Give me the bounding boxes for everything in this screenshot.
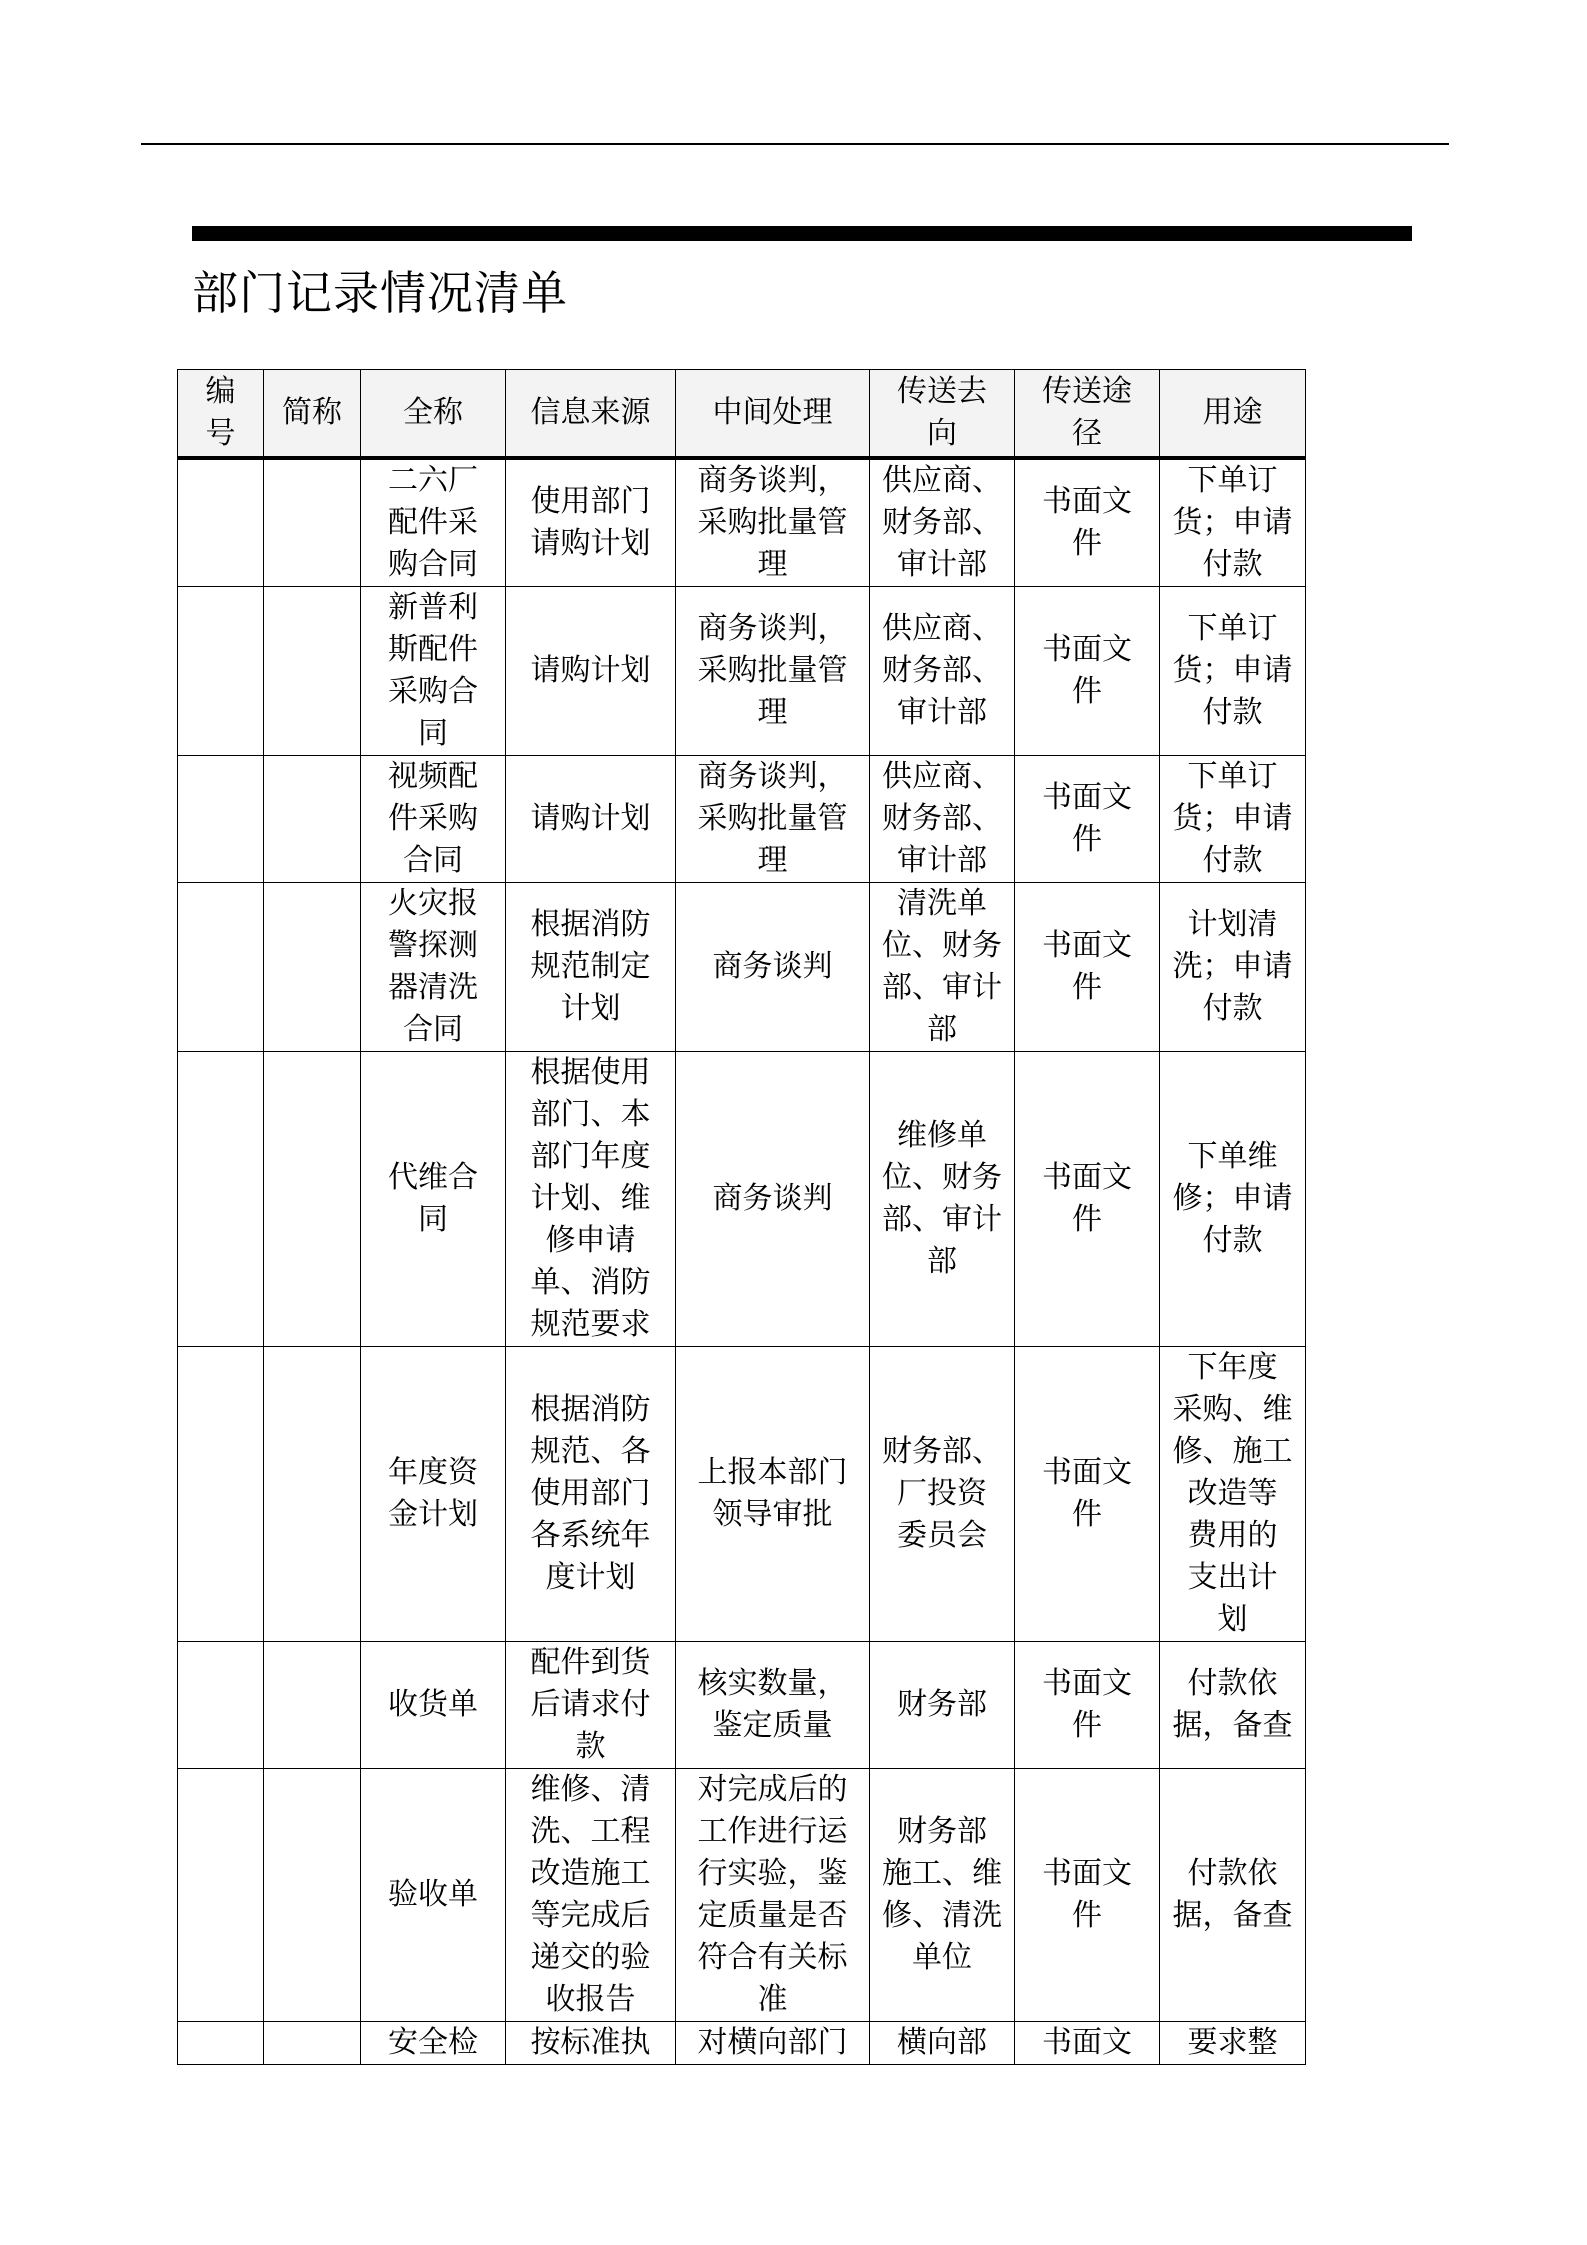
- cell-destination: 供应商、 财务部、 审计部: [870, 756, 1015, 883]
- cell-destination: 财务部: [870, 1642, 1015, 1769]
- cell-short-name: [264, 458, 361, 587]
- cell-info-source: 请购计划: [506, 587, 676, 756]
- table-header-row: [178, 370, 1306, 459]
- header-destination: 传送去 向: [870, 370, 1015, 459]
- cell-short-name: [264, 883, 361, 1052]
- cell-full-name: 火灾报 警探测 器清洗 合同: [361, 883, 506, 1052]
- cell-destination: 供应商、 财务部、 审计部: [870, 458, 1015, 587]
- header-no: 编 号: [178, 370, 264, 459]
- cell-processing: 商务谈判， 采购批量管 理: [676, 587, 870, 756]
- cell-purpose: 下单订 货；申请 付款: [1160, 756, 1306, 883]
- cell-purpose: 下单订 货；申请 付款: [1160, 587, 1306, 756]
- cell-purpose: 付款依 据，备查: [1160, 1642, 1306, 1769]
- cell-full-name: 年度资 金计划: [361, 1347, 506, 1642]
- cell-channel: 书面文 件: [1015, 1642, 1160, 1769]
- cell-info-source: 使用部门 请购计划: [506, 458, 676, 587]
- table-row: [178, 458, 1306, 587]
- cell-destination: 横向部: [870, 2022, 1015, 2065]
- page-title: 部门记录情况清单: [192, 266, 568, 320]
- cell-full-name: 安全检: [361, 2022, 506, 2065]
- header-short-name: 简称: [264, 370, 361, 459]
- cell-purpose: 下单维 修；申请 付款: [1160, 1052, 1306, 1347]
- cell-no: [178, 587, 264, 756]
- cell-processing: 商务谈判: [676, 883, 870, 1052]
- cell-processing: 核实数量， 鉴定质量: [676, 1642, 870, 1769]
- cell-full-name: 新普利 斯配件 采购合 同: [361, 587, 506, 756]
- cell-destination: 供应商、 财务部、 审计部: [870, 587, 1015, 756]
- table-row: [178, 587, 1306, 756]
- section-bar: [192, 226, 1412, 241]
- cell-short-name: [264, 1642, 361, 1769]
- cell-no: [178, 1642, 264, 1769]
- cell-short-name: [264, 1052, 361, 1347]
- cell-processing: 对横向部门: [676, 2022, 870, 2065]
- cell-short-name: [264, 1347, 361, 1642]
- header-channel: 传送途 径: [1015, 370, 1160, 459]
- table-row: [178, 2022, 1306, 2065]
- cell-info-source: 按标准执: [506, 2022, 676, 2065]
- cell-info-source: 根据消防 规范、各 使用部门 各系统年 度计划: [506, 1347, 676, 1642]
- cell-processing: 商务谈判， 采购批量管 理: [676, 756, 870, 883]
- cell-full-name: 代维合 同: [361, 1052, 506, 1347]
- cell-destination: 财务部、 厂投资 委员会: [870, 1347, 1015, 1642]
- cell-info-source: 请购计划: [506, 756, 676, 883]
- header-info-source: 信息来源: [506, 370, 676, 459]
- header-purpose: 用途: [1160, 370, 1306, 459]
- cell-no: [178, 883, 264, 1052]
- cell-destination: 维修单 位、财务 部、审计 部: [870, 1052, 1015, 1347]
- cell-no: [178, 1769, 264, 2022]
- cell-channel: 书面文 件: [1015, 883, 1160, 1052]
- cell-channel: 书面文: [1015, 2022, 1160, 2065]
- header-processing: 中间处理: [676, 370, 870, 459]
- cell-channel: 书面文 件: [1015, 1052, 1160, 1347]
- cell-info-source: 配件到货 后请求付 款: [506, 1642, 676, 1769]
- table-row: [178, 1052, 1306, 1347]
- cell-channel: 书面文 件: [1015, 1347, 1160, 1642]
- cell-destination: 财务部 施工、维 修、清洗 单位: [870, 1769, 1015, 2022]
- cell-destination: 清洗单 位、财务 部、审计 部: [870, 883, 1015, 1052]
- cell-no: [178, 1052, 264, 1347]
- cell-info-source: 维修、清 洗、工程 改造施工 等完成后 递交的验 收报告: [506, 1769, 676, 2022]
- cell-short-name: [264, 2022, 361, 2065]
- cell-purpose: 要求整: [1160, 2022, 1306, 2065]
- table-row: [178, 1642, 1306, 1769]
- cell-full-name: 收货单: [361, 1642, 506, 1769]
- cell-purpose: 下年度 采购、维 修、施工 改造等 费用的 支出计 划: [1160, 1347, 1306, 1642]
- cell-processing: 商务谈判， 采购批量管 理: [676, 458, 870, 587]
- cell-short-name: [264, 756, 361, 883]
- cell-short-name: [264, 1769, 361, 2022]
- records-table: [177, 369, 1306, 2065]
- cell-channel: 书面文 件: [1015, 458, 1160, 587]
- cell-full-name: 视频配 件采购 合同: [361, 756, 506, 883]
- cell-no: [178, 756, 264, 883]
- table-row: [178, 1769, 1306, 2022]
- cell-processing: 对完成后的 工作进行运 行实验，鉴 定质量是否 符合有关标 准: [676, 1769, 870, 2022]
- cell-short-name: [264, 587, 361, 756]
- cell-no: [178, 458, 264, 587]
- cell-no: [178, 1347, 264, 1642]
- cell-channel: 书面文 件: [1015, 756, 1160, 883]
- cell-channel: 书面文 件: [1015, 1769, 1160, 2022]
- header-full-name: 全称: [361, 370, 506, 459]
- cell-full-name: 二六厂 配件采 购合同: [361, 458, 506, 587]
- cell-purpose: 计划清 洗；申请 付款: [1160, 883, 1306, 1052]
- cell-full-name: 验收单: [361, 1769, 506, 2022]
- header-rule: [141, 143, 1449, 145]
- cell-no: [178, 2022, 264, 2065]
- cell-info-source: 根据消防 规范制定 计划: [506, 883, 676, 1052]
- cell-purpose: 付款依 据，备查: [1160, 1769, 1306, 2022]
- cell-purpose: 下单订 货；申请 付款: [1160, 458, 1306, 587]
- cell-info-source: 根据使用 部门、本 部门年度 计划、维 修申请 单、消防 规范要求: [506, 1052, 676, 1347]
- table-row: [178, 883, 1306, 1052]
- cell-channel: 书面文 件: [1015, 587, 1160, 756]
- table-row: [178, 756, 1306, 883]
- cell-processing: 上报本部门 领导审批: [676, 1347, 870, 1642]
- table-row: [178, 1347, 1306, 1642]
- cell-processing: 商务谈判: [676, 1052, 870, 1347]
